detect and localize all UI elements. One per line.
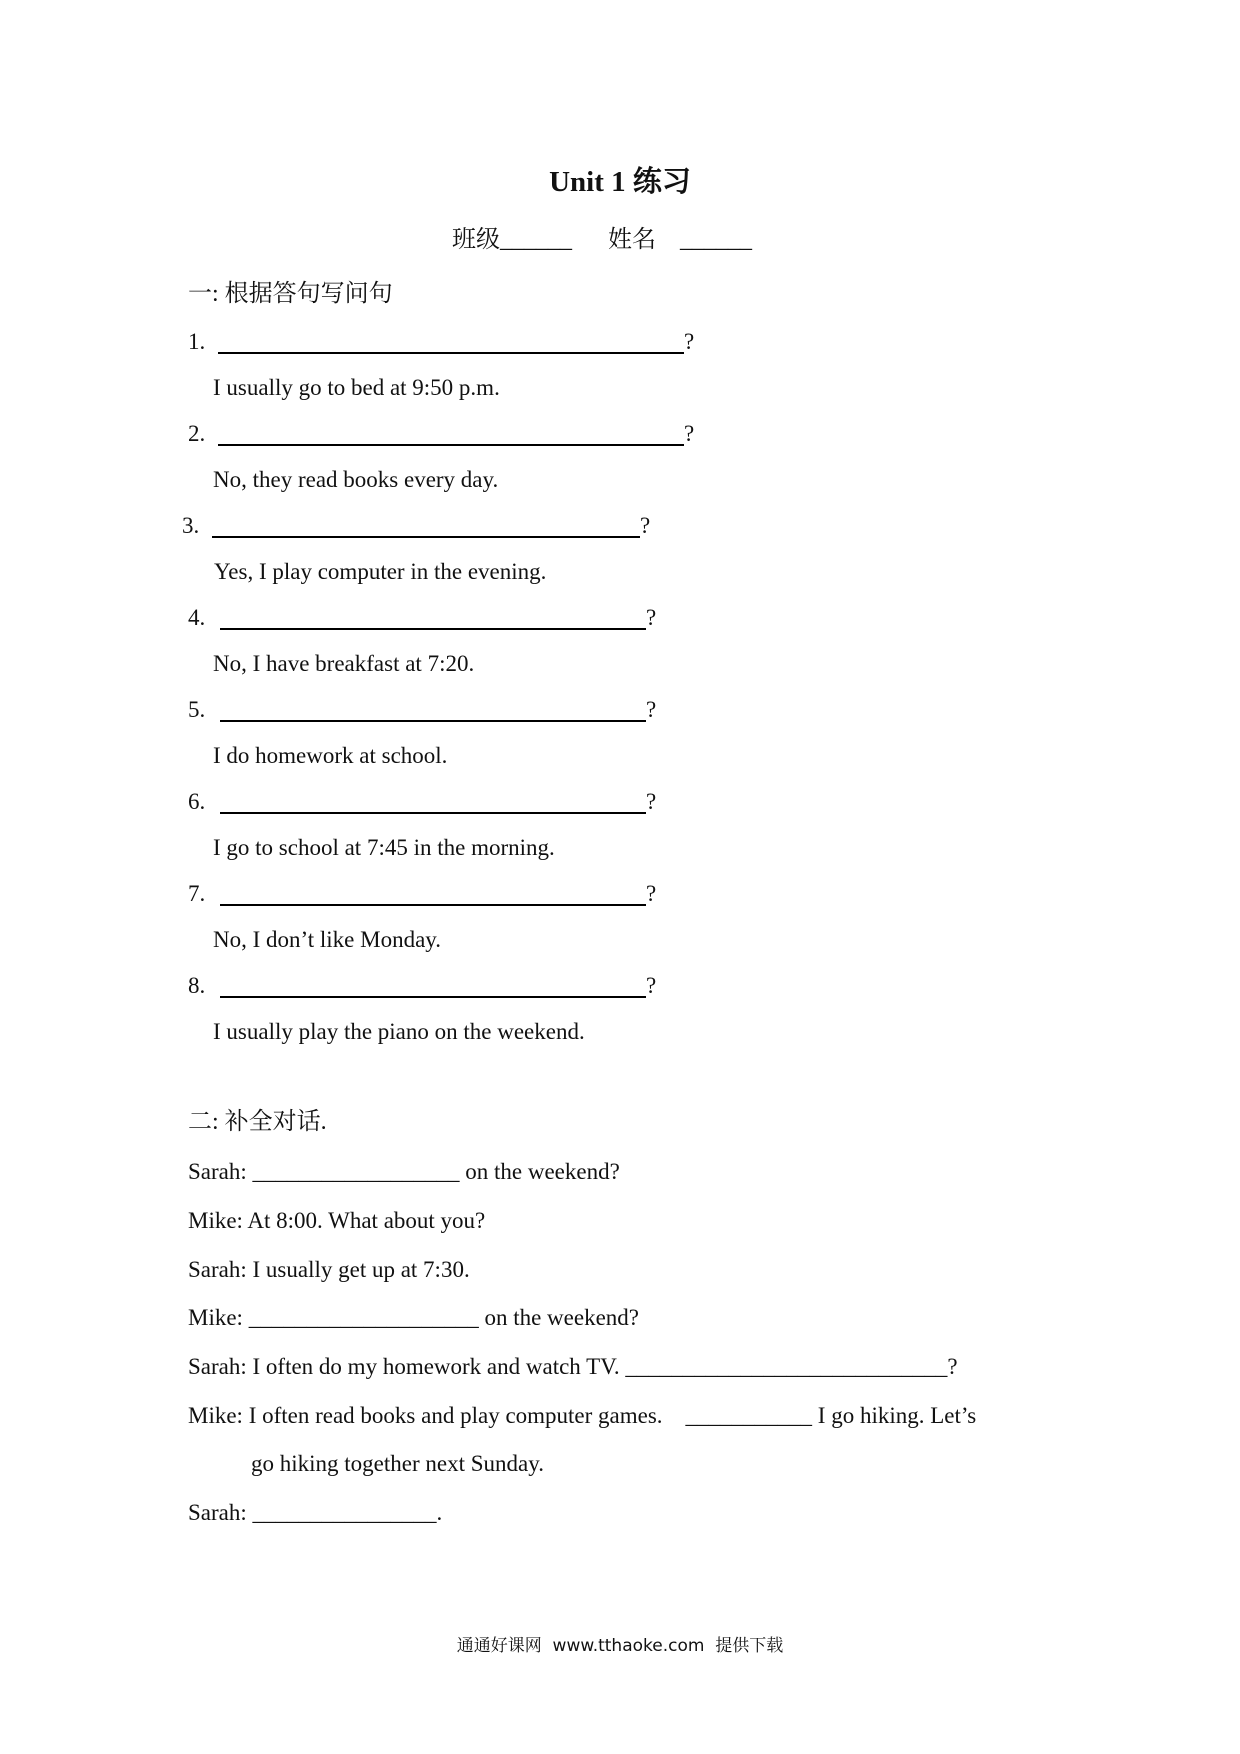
answer-blank[interactable] [218,352,684,354]
answer-blank[interactable] [220,628,646,630]
question-number: 3. [182,513,200,538]
question-mark: ? [646,789,657,814]
dialogue-line: Mike: At 8:00. What about you? [188,1208,486,1233]
dialogue-line[interactable]: Sarah: I often do my homework and watch TV. ____________________________? [188,1354,958,1379]
question-number: 4. [188,605,206,630]
question-mark: ? [684,329,695,354]
dialogue-line[interactable]: Mike: ____________________ on the weekend? [188,1305,639,1330]
question-number: 2. [188,421,206,446]
question-number: 8. [188,973,206,998]
question-mark: ? [646,697,657,722]
question-number: 5. [188,697,206,722]
question-number: 1. [188,329,206,354]
given-answer: I do homework at school. [213,743,448,768]
question-number: 7. [188,881,206,906]
section1-heading: 一: 根据答句写问句 [188,281,393,307]
question-mark: ? [646,605,657,630]
given-answer: No, they read books every day. [213,467,499,492]
answer-blank[interactable] [218,444,684,446]
answer-blank[interactable] [220,904,646,906]
dialogue-line-continuation: go hiking together next Sunday. [251,1451,544,1476]
question-mark: ? [684,421,695,446]
dialogue-line[interactable]: Mike: I often read books and play computer games. ___________ I go hiking. Let’s [188,1403,977,1428]
given-answer: I usually go to bed at 9:50 p.m. [213,375,500,400]
given-answer: I go to school at 7:45 in the morning. [213,835,555,860]
page-title: Unit 1 练习 [549,166,691,198]
class-name-line: 班级______ 姓名 ______ [452,227,752,253]
answer-blank[interactable] [220,720,646,722]
dialogue-line: Sarah: I usually get up at 7:30. [188,1257,470,1282]
dialogue-line[interactable]: Sarah: __________________ on the weekend? [188,1159,620,1184]
dialogue-line[interactable]: Sarah: ________________. [188,1500,443,1525]
given-answer: No, I have breakfast at 7:20. [213,651,475,676]
answer-blank[interactable] [220,812,646,814]
given-answer: No, I don’t like Monday. [213,927,442,952]
question-number: 6. [188,789,206,814]
answer-blank[interactable] [220,996,646,998]
question-mark: ? [640,513,651,538]
question-mark: ? [646,973,657,998]
answer-blank[interactable] [212,536,640,538]
question-mark: ? [646,881,657,906]
footer-credit: 通通好课网 www.tthaoke.com 提供下载 [456,1636,784,1656]
given-answer: I usually play the piano on the weekend. [213,1019,585,1044]
section2-heading: 二: 补全对话. [188,1109,327,1135]
given-answer: Yes, I play computer in the evening. [214,559,547,584]
